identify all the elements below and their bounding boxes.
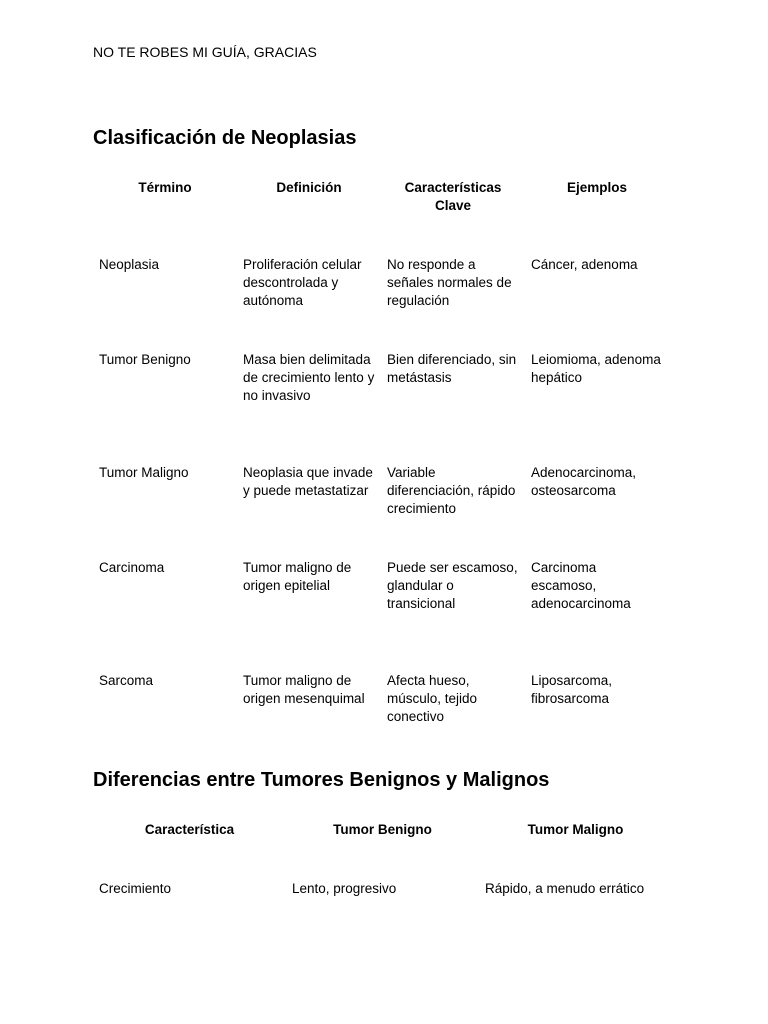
table-header-row [93, 179, 669, 256]
column-header-caracteristica: Característica [144, 822, 235, 837]
table-cell: Tumor maligno de origen mesenquimal [243, 673, 365, 706]
header-note: NO TE ROBES MI GUÍA, GRACIAS [93, 44, 317, 60]
table-cell: Crecimiento [99, 881, 172, 896]
table-cell: Sarcoma [99, 673, 154, 688]
table-cell: Neoplasia [99, 257, 160, 272]
table-cell: Carcinoma escamoso, adenocarcinoma [531, 560, 631, 611]
column-header-termino: Término [138, 180, 192, 195]
table-cell: Afecta hueso, músculo, tejido conectivo [387, 673, 478, 724]
table-cell: Variable diferenciación, rápido crecimiento [387, 465, 516, 516]
table-cell: Leiomioma, adenoma hepático [531, 352, 661, 385]
table-row [93, 256, 669, 351]
table-row [93, 351, 669, 464]
table-cell: Carcinoma [99, 560, 165, 575]
table-cell: Tumor Maligno [99, 465, 189, 480]
table-clasificacion-neoplasias [93, 179, 669, 732]
table-cell: Puede ser escamoso, glandular o transicional [387, 560, 518, 611]
table-row [93, 880, 672, 910]
table-cell: Tumor Benigno [99, 352, 191, 367]
column-header-tumor-maligno: Tumor Maligno [527, 822, 624, 837]
table-cell: Adenocarcinoma, osteosarcoma [531, 465, 637, 498]
table-cell: Liposarcoma, fibrosarcoma [531, 673, 613, 706]
column-header-caracteristicas: Características Clave [404, 180, 502, 213]
table-cell: Bien diferenciado, sin metástasis [387, 352, 517, 385]
table-cell: Masa bien delimitada de crecimiento lento y no invasivo [243, 352, 375, 403]
table-row [93, 672, 669, 732]
table-row [93, 559, 669, 672]
section-title-clasificacion: Clasificación de Neoplasias [93, 127, 357, 149]
column-header-tumor-benigno: Tumor Benigno [333, 822, 432, 837]
table-cell: Rápido, a menudo errático [485, 881, 645, 896]
section-title-diferencias: Diferencias entre Tumores Benignos y Malignos [93, 769, 550, 791]
table-cell: Cáncer, adenoma [531, 257, 638, 272]
table-cell: No responde a señales normales de regulación [387, 257, 512, 308]
table-header-row [93, 821, 672, 880]
column-header-ejemplos: Ejemplos [566, 180, 628, 195]
table-cell: Neoplasia que invade y puede metastatizar [243, 465, 373, 498]
column-header-definicion: Definición [276, 180, 342, 195]
table-cell: Lento, progresivo [292, 881, 397, 896]
table-row [93, 464, 669, 559]
table-cell: Tumor maligno de origen epitelial [243, 560, 352, 593]
table-diferencias-tumores [93, 821, 672, 910]
table-cell: Proliferación celular descontrolada y autónoma [243, 257, 362, 308]
